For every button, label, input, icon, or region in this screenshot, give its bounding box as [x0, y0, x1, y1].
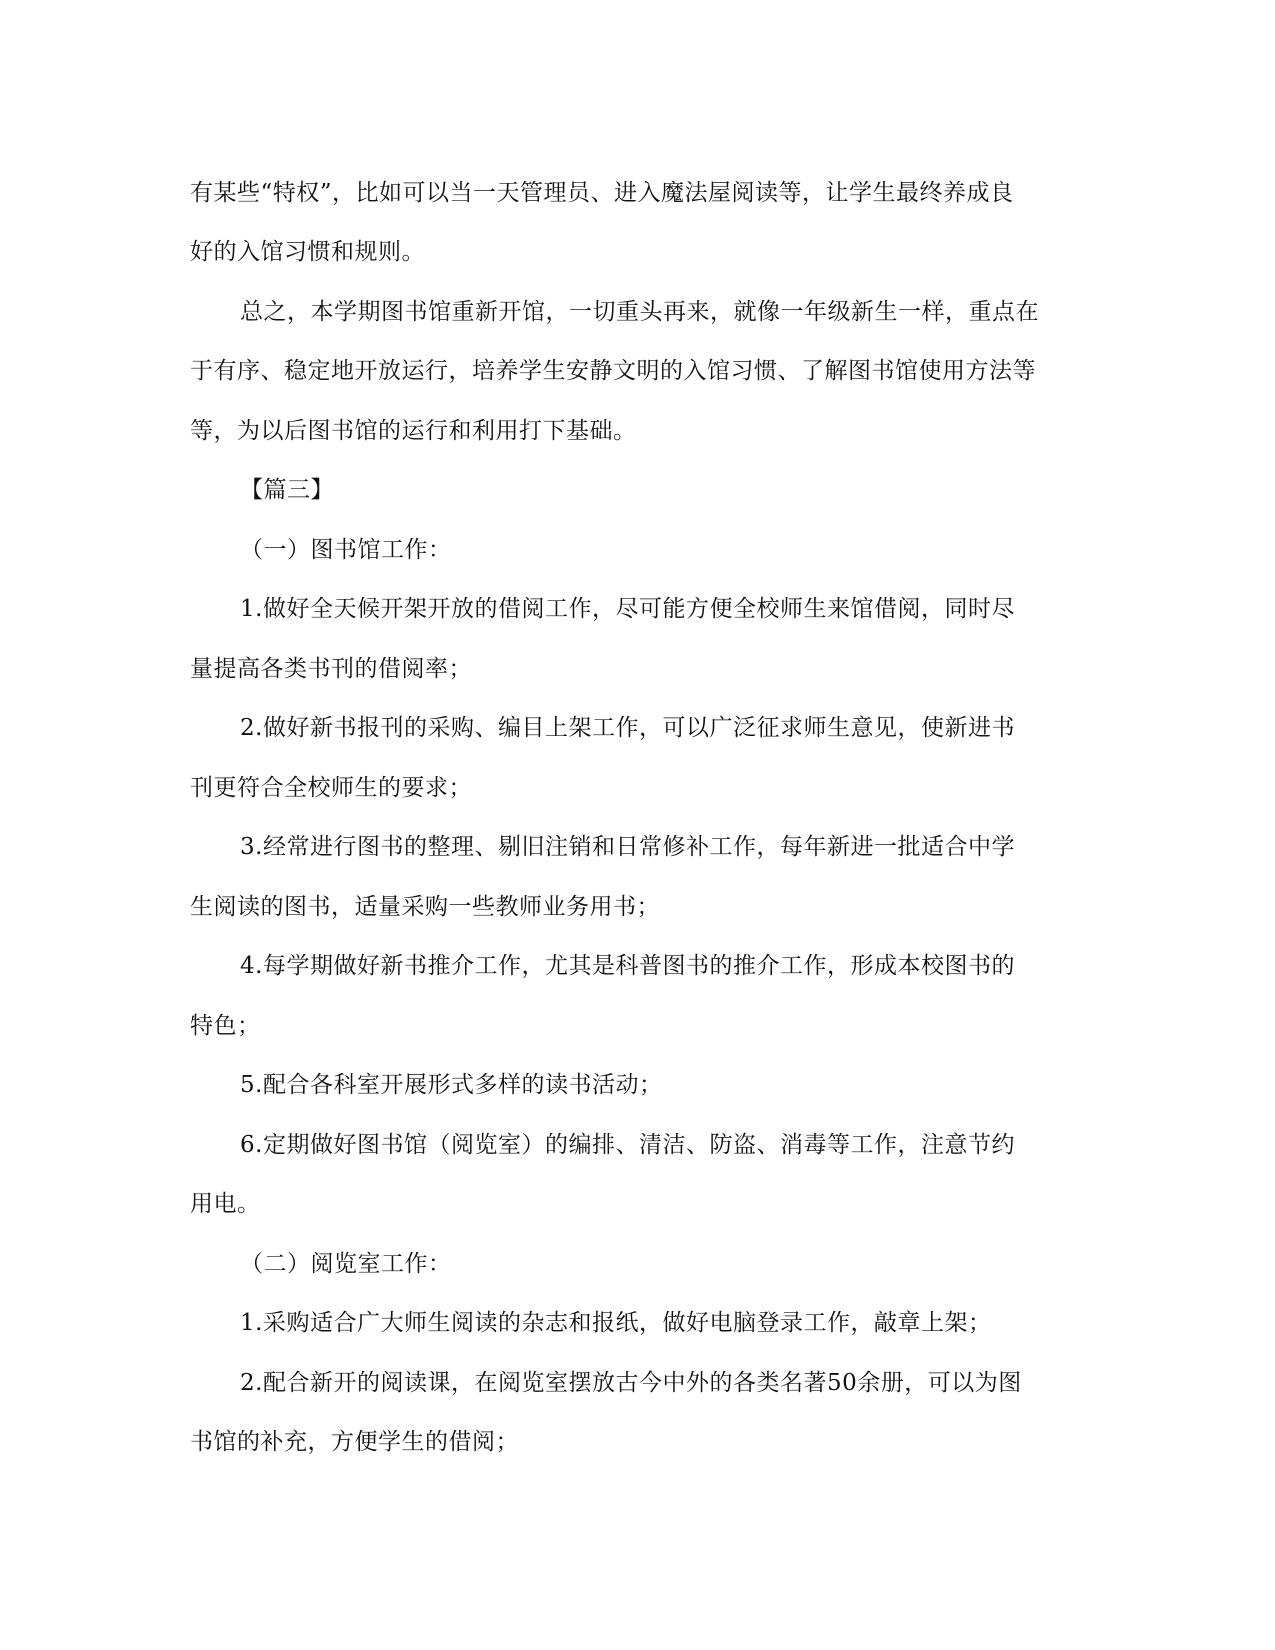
list-item-continuation: 量提高各类书刊的借阅率； — [190, 656, 472, 682]
list-item-continuation: 特色； — [190, 1013, 261, 1039]
text-line: 有某些“特权”，比如可以当一天管理员、进入魔法屋阅读等，让学生最终养成良 — [190, 180, 1014, 206]
list-item: 5.配合各科室开展形式多样的读书活动； — [240, 1072, 663, 1098]
text-line: 好的入馆习惯和规则。 — [190, 239, 425, 265]
list-item: 1.采购适合广大师生阅读的杂志和报纸，做好电脑登录工作，敲章上架； — [240, 1310, 992, 1336]
list-item: 1.做好全天候开架开放的借阅工作，尽可能方便全校师生来馆借阅，同时尽 — [240, 596, 1015, 622]
list-item: 2.配合新开的阅读课，在阅览室摆放古今中外的各类名著50余册，可以为图 — [240, 1370, 1022, 1396]
list-item: 4.每学期做好新书推介工作，尤其是科普图书的推介工作，形成本校图书的 — [240, 953, 1015, 979]
paragraph-start: 总之，本学期图书馆重新开馆，一切重头再来，就像一年级新生一样，重点在 — [240, 299, 1039, 325]
list-item-continuation: 刊更符合全校师生的要求； — [190, 775, 472, 801]
list-item: 2.做好新书报刊的采购、编目上架工作，可以广泛征求师生意见，使新进书 — [240, 715, 1015, 741]
text-line: 于有序、稳定地开放运行，培养学生安静文明的入馆习惯、了解图书馆使用方法等 — [190, 358, 1036, 384]
text-line: 等，为以后图书馆的运行和利用打下基础。 — [190, 418, 637, 444]
list-item: 6.定期做好图书馆（阅览室）的编排、清洁、防盗、消毒等工作，注意节约 — [240, 1132, 1015, 1158]
list-item-continuation: 书馆的补充，方便学生的借阅； — [190, 1429, 519, 1455]
list-item-continuation: 用电。 — [190, 1191, 261, 1217]
subsection-heading: （二）阅览室工作： — [240, 1251, 452, 1277]
subsection-heading: （一）图书馆工作： — [240, 537, 452, 563]
list-item: 3.经常进行图书的整理、剔旧注销和日常修补工作，每年新进一批适合中学 — [240, 834, 1015, 860]
section-heading: 【篇三】 — [240, 477, 334, 503]
list-item-continuation: 生阅读的图书，适量采购一些教师业务用书； — [190, 894, 660, 920]
